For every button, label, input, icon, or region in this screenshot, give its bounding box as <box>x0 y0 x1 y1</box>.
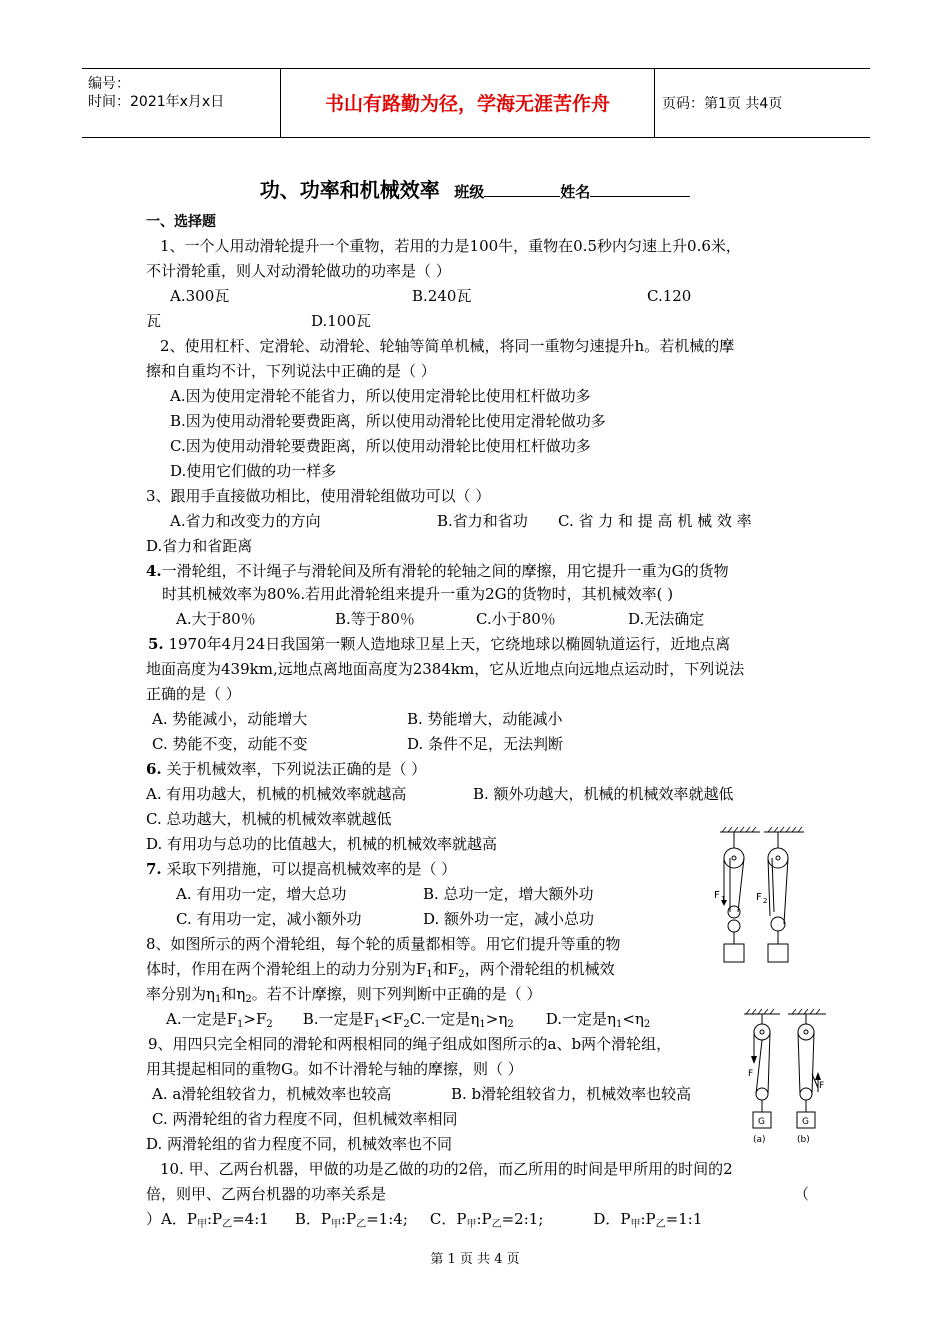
q8-option-d-op: <η <box>622 1010 644 1028</box>
q1-option-b: B.240瓦 <box>412 287 472 305</box>
q10-option-d-value: =1:1 <box>665 1210 703 1228</box>
q2-option-c: C.因为使用动滑轮要费距离，所以使用动滑轮比使用杠杆做功多 <box>170 437 591 455</box>
title-main: 功、功率和机械效率 <box>259 178 440 202</box>
q8-stem-3-b: 和η <box>221 985 246 1003</box>
motto: 书山有路勤为径，学海无涯苦作舟 <box>281 69 655 137</box>
q5-number: 5. <box>148 635 164 653</box>
time-label: 时间：2021年x月x日 <box>88 94 225 110</box>
q8-stem-3-c: 。若不计摩擦，则下列判断中正确的是（ ） <box>251 985 542 1003</box>
q2-option-b: B.因为使用动滑轮要费距离，所以使用动滑轮比使用定滑轮做功多 <box>170 412 606 430</box>
q4-number: 4. <box>146 562 162 580</box>
class-label: 班级 <box>454 183 485 201</box>
q8-stem-3-a: 率分别为η <box>146 985 215 1003</box>
section-heading: 一、选择题 <box>146 214 216 230</box>
subscript: 2 <box>403 1019 410 1030</box>
q8-stem-1: 8、如图所示的两个滑轮组，每个轮的质量都相等。用它们提升等重的物 <box>146 935 621 953</box>
q2-stem-1: 2、使用杠杆、定滑轮、动滑轮、轮轴等简单机械，将同一重物匀速提升h。若机械的摩 <box>160 337 735 355</box>
subscript: 2 <box>266 1019 273 1030</box>
q6-option-b: B. 额外功越大，机械的机械效率就越低 <box>473 785 734 803</box>
q3-stem: 3、跟用手直接做功相比，使用滑轮组做功可以（ ） <box>146 487 491 505</box>
q6-stem <box>146 759 426 779</box>
q1-option-d: D.100瓦 <box>311 312 371 330</box>
q4-stem-2: 时其机械效率为80%.若用此滑轮组来提升一重为2G的货物时，其机械效率( ) <box>162 585 674 603</box>
doc-title <box>0 174 950 203</box>
q7-stem <box>146 859 456 879</box>
q5-option-a: A. 势能减小，动能增大 <box>152 710 308 728</box>
q3-option-b: B.省力和省功 <box>437 512 528 530</box>
q7-option-a: A. 有用功一定，增大总功 <box>176 885 347 903</box>
q8-options <box>166 1009 650 1032</box>
q4-option-a: A.大于80％ <box>176 610 256 628</box>
q7-option-d: D. 额外功一定，减小总功 <box>423 910 595 928</box>
subscript: 乙 <box>356 1219 367 1230</box>
q10-colon: :P <box>476 1210 492 1228</box>
subscript: 2 <box>245 994 252 1005</box>
subscript: 甲 <box>466 1219 477 1230</box>
q1-stem-1: 1、一个人用动滑轮提升一个重物，若用的力是100牛，重物在0.5秒内匀速上升0.6米， <box>160 237 741 255</box>
q8-option-b: B.一定是F <box>302 1010 374 1028</box>
q6-option-d: D. 有用功与总功的比值越大，机械的机械效率就越高 <box>146 835 498 853</box>
fig2-caption-b: (b) <box>797 1135 810 1145</box>
q8-option-a-op: >F <box>243 1010 267 1028</box>
q7-option-c: C. 有用功一定，减小额外功 <box>176 910 362 928</box>
q10-option-d: D．P <box>593 1210 631 1228</box>
q8-stem-2-a: 体时，作用在两个滑轮组上的动力分别为F <box>146 960 427 978</box>
subscript: 1 <box>615 1019 623 1030</box>
subscript: 2 <box>507 1019 514 1030</box>
q9-stem-2: 用其提起相同的重物G。如不计滑轮与轴的摩擦，则（ ） <box>146 1060 523 1078</box>
q10-option-b: B．P <box>294 1210 331 1228</box>
subscript: 甲 <box>196 1219 207 1230</box>
pulley-figure-q8 <box>712 826 812 968</box>
q5-option-b: B. 势能增大，动能减小 <box>407 710 563 728</box>
q10-option-c: C．P <box>429 1210 467 1228</box>
q1-stem-2: 不计滑轮重，则人对动滑轮做功的功率是（ ） <box>146 262 451 280</box>
q9-option-b: B. b滑轮组较省力，机械效率也较高 <box>451 1085 692 1103</box>
q1-option-c-cont: 瓦 <box>146 312 162 330</box>
q10-option-c-value: =2:1; <box>501 1210 544 1228</box>
header-meta <box>82 69 281 137</box>
q2-stem-2: 擦和自重均不计，下列说法中正确的是（ ） <box>146 362 436 380</box>
page-footer: 第 1 页 共 4 页 <box>430 1252 520 1267</box>
q8-option-d: D.一定是η <box>545 1010 616 1028</box>
q8-option-a: A.一定是F <box>166 1010 238 1028</box>
fig1-f2-label: F <box>756 892 762 903</box>
code-label: 编号： <box>88 76 130 92</box>
subscript: 乙 <box>222 1219 233 1230</box>
fig1-f1-sub: 1 <box>721 895 726 903</box>
q4-option-b: B.等于80％ <box>335 610 415 628</box>
q10-option-a: A．P <box>161 1210 197 1228</box>
q7-number: 7. <box>146 860 162 878</box>
q4-option-c: C.小于80％ <box>476 610 556 628</box>
fig1-f2-sub: 2 <box>763 897 768 905</box>
q10-options <box>146 1209 702 1232</box>
class-blank <box>484 182 560 197</box>
q1-option-c: C.120 <box>647 287 692 305</box>
q10-colon: :P <box>206 1210 223 1228</box>
name-blank <box>590 182 690 197</box>
subscript: 1 <box>426 969 433 980</box>
q8-option-c-op: >η <box>485 1010 508 1028</box>
subscript: 甲 <box>630 1219 641 1230</box>
q2-option-a: A.因为使用定滑轮不能省力，所以使用定滑轮比使用杠杆做功多 <box>170 387 591 405</box>
subscript: 1 <box>373 1019 381 1030</box>
q8-stem-2-c: ，两个滑轮组的机械效 <box>464 960 615 978</box>
q5-stem-3: 正确的是（ ） <box>146 685 241 703</box>
subscript: 乙 <box>655 1219 666 1230</box>
fig2-g-label-b: G <box>802 1117 809 1127</box>
q7-stem-text: 采取下列措施，可以提高机械效率的是（ ） <box>166 860 457 878</box>
q9-stem-1: 9、用四只完全相同的滑轮和两根相同的绳子组成如图所示的a、b两个滑轮组， <box>148 1035 672 1053</box>
fig2-f-label-a: F <box>748 1069 754 1079</box>
q5-stem-2: 地面高度为439km,远地点离地面高度为2384km，它从近地点向远地点运动时，下列说法 <box>146 660 745 678</box>
q10-stem-1: 10. 甲、乙两台机器，甲做的功是乙做的功的2倍，而乙所用的时间是甲所用的时间的2 <box>160 1160 733 1178</box>
name-label: 姓名 <box>560 183 591 201</box>
fig2-caption-a: (a) <box>753 1135 766 1145</box>
pulley-figure-q9 <box>740 1008 830 1150</box>
q10-option-a-value: =4:1 <box>232 1210 269 1228</box>
subscript: 乙 <box>491 1219 502 1230</box>
q9-option-c: C. 两滑轮组的省力程度不同，但机械效率相同 <box>152 1110 458 1128</box>
q6-option-c: C. 总功越大，机械的机械效率就越低 <box>146 810 392 828</box>
subscript: 1 <box>215 994 222 1005</box>
q6-option-a: A. 有用功越大，机械的机械效率就越高 <box>146 785 407 803</box>
q10-colon: :P <box>340 1210 357 1228</box>
q4-stem-1 <box>146 561 729 581</box>
q4-stem-1-text: 一滑轮组，不计绳子与滑轮间及所有滑轮的轮轴之间的摩擦，用它提升一重为G的货物 <box>161 562 729 580</box>
fig2-g-label-a: G <box>758 1117 765 1127</box>
q8-stem-3 <box>146 984 542 1007</box>
q6-number: 6. <box>146 760 162 778</box>
q5-stem-1-text: 1970年4月24日我国第一颗人造地球卫星上天，它绕地球以椭圆轨道运行，近地点离 <box>168 635 731 653</box>
q9-option-d: D. 两滑轮组的省力程度不同，机械效率也不同 <box>146 1135 453 1153</box>
q8-stem-2-b: 和F <box>432 960 459 978</box>
subscript: 2 <box>458 969 465 980</box>
subscript: 1 <box>237 1019 244 1030</box>
q10-option-b-value: =1:4; <box>366 1210 408 1228</box>
q8-option-b-op: <F <box>380 1010 404 1028</box>
q3-option-c: C. 省 力 和 提 高 机 械 效 率 <box>558 512 752 530</box>
q9-option-a: A. a滑轮组较省力，机械效率也较高 <box>152 1085 392 1103</box>
q5-option-c: C. 势能不变，动能不变 <box>152 735 308 753</box>
q3-option-d: D.省力和省距离 <box>146 537 253 555</box>
subscript: 1 <box>479 1019 486 1030</box>
q10-paren: （ <box>794 1185 810 1203</box>
q5-stem-1 <box>148 634 730 654</box>
q7-option-b: B. 总功一定，增大额外功 <box>423 885 594 903</box>
subscript: 甲 <box>330 1219 341 1230</box>
subscript: 2 <box>643 1019 651 1030</box>
fig2-f-label-b: F <box>819 1081 825 1091</box>
q6-stem-text: 关于机械效率，下列说法正确的是（ ） <box>166 760 427 778</box>
q10-close-paren: ） <box>146 1210 162 1228</box>
q3-option-a: A.省力和改变力的方向 <box>170 512 321 530</box>
page-info: 页码：第1页 共4页 <box>662 96 783 112</box>
q2-option-d: D.使用它们做的功一样多 <box>170 462 337 480</box>
fig1-f1-label: F <box>714 890 720 901</box>
q5-option-d: D. 条件不足，无法判断 <box>407 735 564 753</box>
q1-option-a: A.300瓦 <box>170 287 230 305</box>
q10-colon: :P <box>640 1210 656 1228</box>
q8-stem-2 <box>146 959 615 982</box>
q8-option-c: C.一定是η <box>409 1010 480 1028</box>
q4-option-d: D.无法确定 <box>628 610 705 628</box>
header-table <box>82 68 870 138</box>
q10-stem-2: 倍，则甲、乙两台机器的功率关系是 <box>146 1185 387 1203</box>
